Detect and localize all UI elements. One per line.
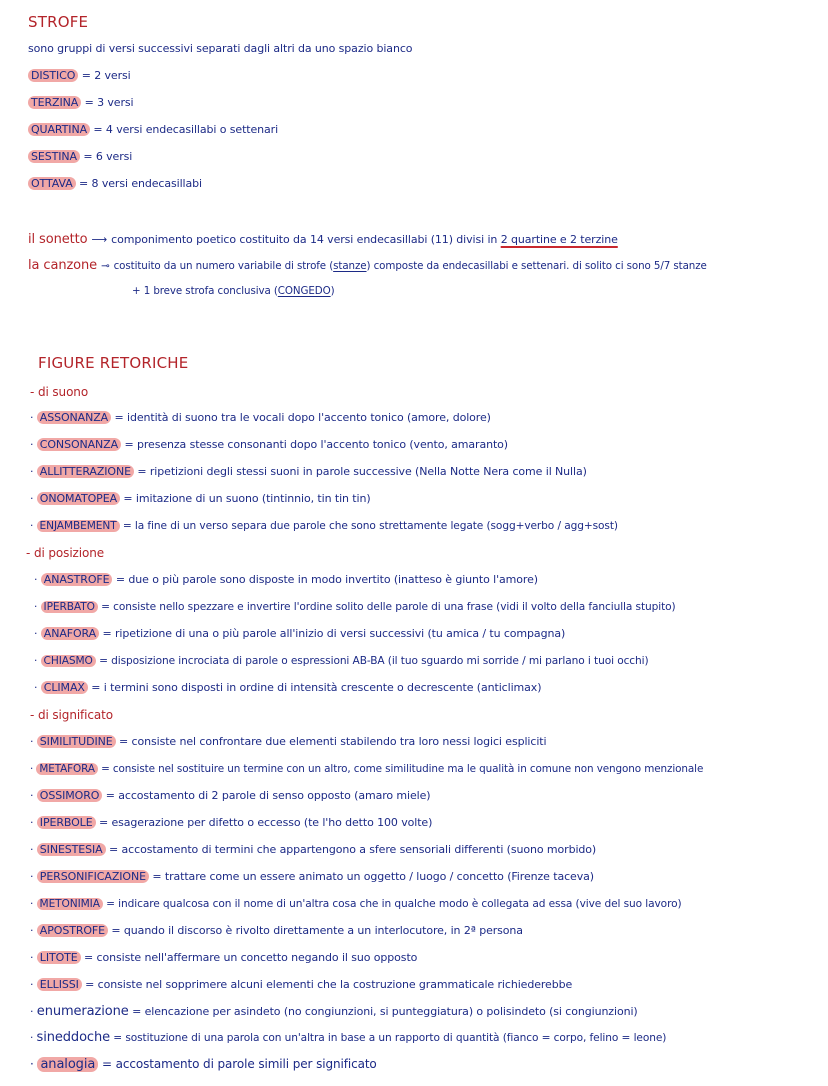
figure-item: · ONOMATOPEA = imitazione di un suono (tintinnio, tin tin tin) [30,492,371,505]
figure-item: · OSSIMORO = accostamento di 2 parole di senso opposto (amaro miele) [30,789,431,802]
figure-item: · IPERBOLE = esagerazione per difetto o eccesso (te l'ho detto 100 volte) [30,816,433,829]
strofe-item [28,122,278,138]
figure-desc: = accostamento di parole simili per significato [101,1057,377,1071]
figure-term: ASSONANZA [37,411,111,424]
figure-term: METONIMIA [37,898,103,910]
sonetto-line [28,232,618,248]
figure-desc: = elencazione per asindeto (no congiunzioni, si punteggiatura) o polisindeto (si congiunzioni) [132,1005,638,1018]
figure-term: OSSIMORO [37,789,103,802]
figure-term: enumerazione [36,1004,129,1019]
figure-term: LITOTE [37,951,81,964]
arrow-icon: ⟶ [91,233,108,246]
figure-desc: = trattare come un essere animato un oggetto / luogo / concetto (Firenze taceva) [152,870,594,883]
figure-item: · LITOTE = consiste nell'affermare un concetto negando il suo opposto [30,951,418,964]
figure-desc: = sostituzione di una parola con un'altra in base a un rapporto di quantità (fianco = corpo, felino = leone) [113,1032,667,1044]
figure-item: · CLIMAX = i termini sono disposti in ordine di intensità crescente o decrescente (anticlimax) [34,681,542,694]
figure-term: CONSONANZA [37,438,121,451]
figure-term: ANAFORA [41,627,99,640]
figure-item: · ANASTROFE = due o più parole sono disposte in modo invertito (inatteso è giunto l'amore) [34,573,538,586]
canzone-term: la canzone [28,258,98,273]
canzone-desc: + 1 breve strofa conclusiva ( [132,285,278,297]
figure-item: · CHIASMO = disposizione incrociata di parole o espressioni AB-BA (il tuo sguardo mi sorride / mi parlano i tuoi occhi) [34,655,649,667]
canzone-desc: costituito da un numero variabile di strofe ( [113,260,334,272]
strofe-desc: = 6 versi [83,150,133,163]
strofe-term: OTTAVA [28,177,76,190]
strofe-title: STROFE [28,13,89,31]
figure-desc: = consiste nel sostituire un termine con un altro, come similitudine ma le qualità in comune non vengono menzionale [101,763,704,775]
figure-item: · analogia = accostamento di parole simili per significato [30,1057,377,1072]
figure-title: FIGURE RETORICHE [38,354,189,372]
figure-desc: = imitazione di un suono (tintinnio, tin tin tin) [123,492,371,505]
section-suono: - di suono [30,385,89,399]
figure-desc: = disposizione incrociata di parole o espressioni AB-BA (il tuo sguardo mi sorride / mi parlano i tuoi occhi) [99,655,649,667]
canzone-desc: ) composte da endecasillabi e settenari. di solito ci sono 5/7 stanze [366,260,707,272]
figure-desc: = accostamento di termini che appartengono a sfere sensoriali differenti (suono morbido) [109,843,597,856]
strofe-desc: = 3 versi [84,96,134,109]
figure-desc: = consiste nell'affermare un concetto negando il suo opposto [84,951,418,964]
figure-term: CHIASMO [41,655,96,667]
figure-item: · CONSONANZA = presenza stesse consonanti dopo l'accento tonico (vento, amaranto) [30,438,508,451]
figure-desc: = indicare qualcosa con il nome di un'altra cosa che in qualche modo è collegata ad essa (vive del suo lavoro) [106,898,682,910]
figure-item: · METONIMIA = indicare qualcosa con il nome di un'altra cosa che in qualche modo è collegata ad essa (vive del suo lavoro) [30,898,682,910]
section-posizione: - di posizione [26,546,105,560]
strofe-item [28,176,202,192]
figure-term: ENJAMBEMENT [37,520,120,532]
sonetto-desc: componimento poetico costituito da 14 versi endecasillabi (11) divisi in [111,233,498,246]
figure-desc: = presenza stesse consonanti dopo l'accento tonico (vento, amaranto) [124,438,508,451]
figure-item: · ALLITTERAZIONE = ripetizioni degli stessi suoni in parole successive (Nella Notte Nera come il Nulla) [30,465,587,478]
figure-term: ANASTROFE [41,573,113,586]
strofe-definition: sono gruppi di versi successivi separati dagli altri da uno spazio bianco [28,42,413,55]
figure-desc: = consiste nel sopprimere alcuni elementi che la costruzione grammaticale richiederebbe [85,978,573,991]
figure-desc: = la fine di un verso separa due parole che sono strettamente legate (sogg+verbo / agg+sost) [122,520,618,532]
figure-item: · APOSTROFE = quando il discorso è rivolto direttamente a un interlocutore, in 2ª persona [30,924,523,937]
strofe-desc: = 2 versi [81,69,131,82]
figure-item: · SINESTESIA = accostamento di termini che appartengono a sfere sensoriali differenti (suono morbido) [30,843,597,856]
figure-item: · ENJAMBEMENT = la fine di un verso separa due parole che sono strettamente legate (sogg+verbo / agg+sost) [30,520,618,532]
figure-desc: = accostamento di 2 parole di senso opposto (amaro miele) [105,789,431,802]
figure-term: IPERBOLE [37,816,96,829]
canzone-line [28,258,707,274]
sonetto-term: il sonetto [28,232,88,247]
figure-item: · enumerazione = elencazione per asindeto (no congiunzioni, si punteggiatura) o polisindeto (si congiunzioni) [30,1004,638,1019]
strofe-term: QUARTINA [28,123,90,136]
figure-item: · PERSONIFICAZIONE = trattare come un essere animato un oggetto / luogo / concetto (Firenze taceva) [30,870,594,883]
figure-term: analogia [37,1057,98,1072]
figure-term: ALLITTERAZIONE [37,465,134,478]
arrow-icon: ⊸ [101,260,110,272]
figure-desc: = due o più parole sono disposte in modo invertito (inatteso è giunto l'amore) [115,573,538,586]
figure-item: · ANAFORA = ripetizione di una o più parole all'inizio di versi successivi (tu amica / tu compagna) [34,627,566,640]
canzone-congedo: CONGEDO [277,285,331,297]
figure-term: SIMILITUDINE [37,735,116,748]
figure-term: CLIMAX [41,681,88,694]
figure-item: · SIMILITUDINE = consiste nel confrontare due elementi stabilendo tra loro nessi logici espliciti [30,735,547,748]
canzone-line-2 [132,283,335,299]
figure-desc: = i termini sono disposti in ordine di intensità crescente o decrescente (anticlimax) [91,681,542,694]
figure-term: METAFORA [36,763,97,775]
figure-term: SINESTESIA [37,843,106,856]
figure-term: APOSTROFE [37,924,108,937]
strofe-term: SESTINA [28,150,80,163]
figure-desc: = consiste nel confrontare due elementi stabilendo tra loro nessi logici espliciti [119,735,547,748]
figure-item: · ASSONANZA = identità di suono tra le vocali dopo l'accento tonico (amore, dolore) [30,411,491,424]
canzone-desc: ) [330,285,335,297]
strofe-item [28,95,133,111]
canzone-stanze: stanze [333,260,367,272]
figure-desc: = quando il discorso è rivolto direttamente a un interlocutore, in 2ª persona [111,924,523,937]
strofe-item [28,68,131,84]
strofe-item [28,149,132,165]
figure-term: IPERBATO [41,601,98,613]
sonetto-quartine-terzine: 2 quartine e 2 terzine [500,233,618,246]
figure-desc: = esagerazione per difetto o eccesso (te l'ho detto 100 volte) [98,816,433,829]
section-significato: - di significato [30,708,114,722]
figure-item: · ELLISSI = consiste nel sopprimere alcuni elementi che la costruzione grammaticale richiederebbe [30,978,573,991]
figure-term: ONOMATOPEA [37,492,120,505]
strofe-desc: = 4 versi endecasillabi o settenari [93,123,279,136]
figure-desc: = ripetizioni degli stessi suoni in parole successive (Nella Notte Nera come il Nulla) [137,465,587,478]
figure-term: ELLISSI [37,978,82,991]
figure-desc: = consiste nello spezzare e invertire l'ordine solito delle parole di una frase (vidi il volto della fanciulla stupito) [101,601,676,613]
figure-term: PERSONIFICAZIONE [37,870,149,883]
strofe-term: DISTICO [28,69,78,82]
figure-term: sineddoche [36,1030,111,1045]
figure-item: · METAFORA = consiste nel sostituire un termine con un altro, come similitudine ma le qualità in comune non vengono menzionale [30,763,704,775]
figure-desc: = identità di suono tra le vocali dopo l'accento tonico (amore, dolore) [114,411,491,424]
strofe-term: TERZINA [28,96,81,109]
strofe-desc: = 8 versi endecasillabi [79,177,202,190]
figure-item: · sineddoche = sostituzione di una parola con un'altra in base a un rapporto di quantità (fianco = corpo, felino = leone) [30,1030,667,1045]
figure-item: · IPERBATO = consiste nello spezzare e invertire l'ordine solito delle parole di una frase (vidi il volto della fanciulla stupito) [34,601,676,613]
figure-desc: = ripetizione di una o più parole all'inizio di versi successivi (tu amica / tu compagna) [102,627,566,640]
